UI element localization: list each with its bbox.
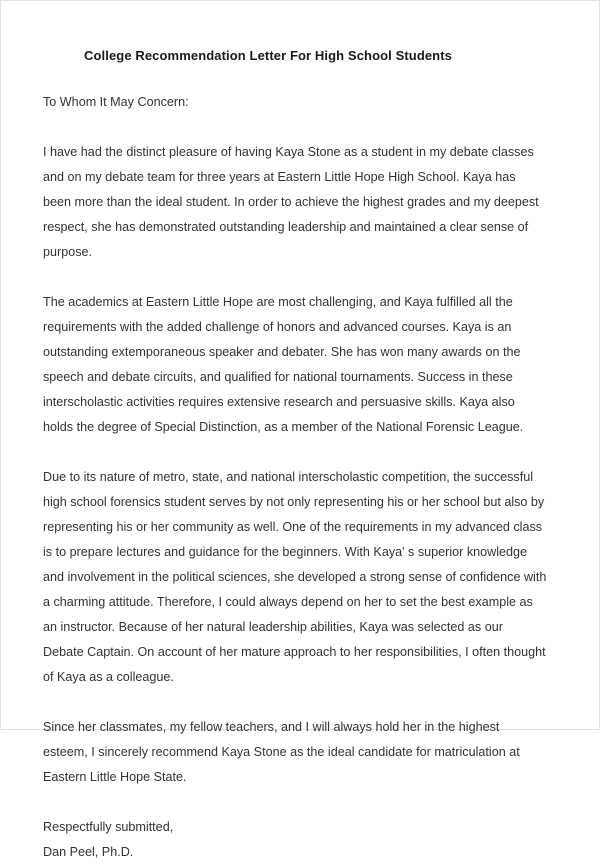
letter-paragraph-4: Since her classmates, my fellow teachers, and I will always hold her in the highest esteem, I sincerely recommend Kaya Stone as the ideal candidate for matriculation at Eastern Little Hope State. bbox=[43, 720, 520, 784]
document-body bbox=[1, 1, 599, 865]
page-title: College Recommendation Letter For High School Students bbox=[84, 48, 452, 63]
letter-paragraph-2: The academics at Eastern Little Hope are most challenging, and Kaya fulfilled all the requirements with the added challenge of honors and advanced courses. Kaya is an outstanding extemporaneous speaker and debater. She has won many awards on the speech and debate circuits, and qualified for national tournaments. Success in these interscholastic activities requires extensive research and persuasive skills. Kaya also holds the degree of Special Distinction, as a member of the National Forensic League. bbox=[43, 295, 524, 434]
letter-closing: Respectfully submitted, bbox=[43, 820, 174, 834]
letter-paragraph-3: Due to its nature of metro, state, and national interscholastic competition, the successful high school forensics student serves by not only representing his or her school but also by representing his or her community as well. One of the requirements in my advanced class is to prepare lectures and guidance for the beginners. With Kaya' s superior knowledge and involvement in the political sciences, she developed a strong sense of confidence with a charming attitude. Therefore, I could always depend on her to set the best example as an instructor. Because of her natural leadership abilities, Kaya was selected as our Debate Captain. On account of her mature approach to her responsibilities, I often thought of Kaya as a colleague. bbox=[43, 470, 547, 684]
letter-salutation: To Whom It May Concern: bbox=[43, 95, 189, 109]
letter-signature: Dan Peel, Ph.D. bbox=[43, 845, 134, 859]
letter-paragraph-1: I have had the distinct pleasure of having Kaya Stone as a student in my debate classes and on my debate team for three years at Eastern Little Hope High School. Kaya has been more than the ideal student. In order to achieve the highest grades and my deepest respect, she has demonstrated outstanding leadership and maintained a clear sense of purpose. bbox=[43, 145, 539, 259]
letter-closing-block bbox=[43, 815, 547, 865]
